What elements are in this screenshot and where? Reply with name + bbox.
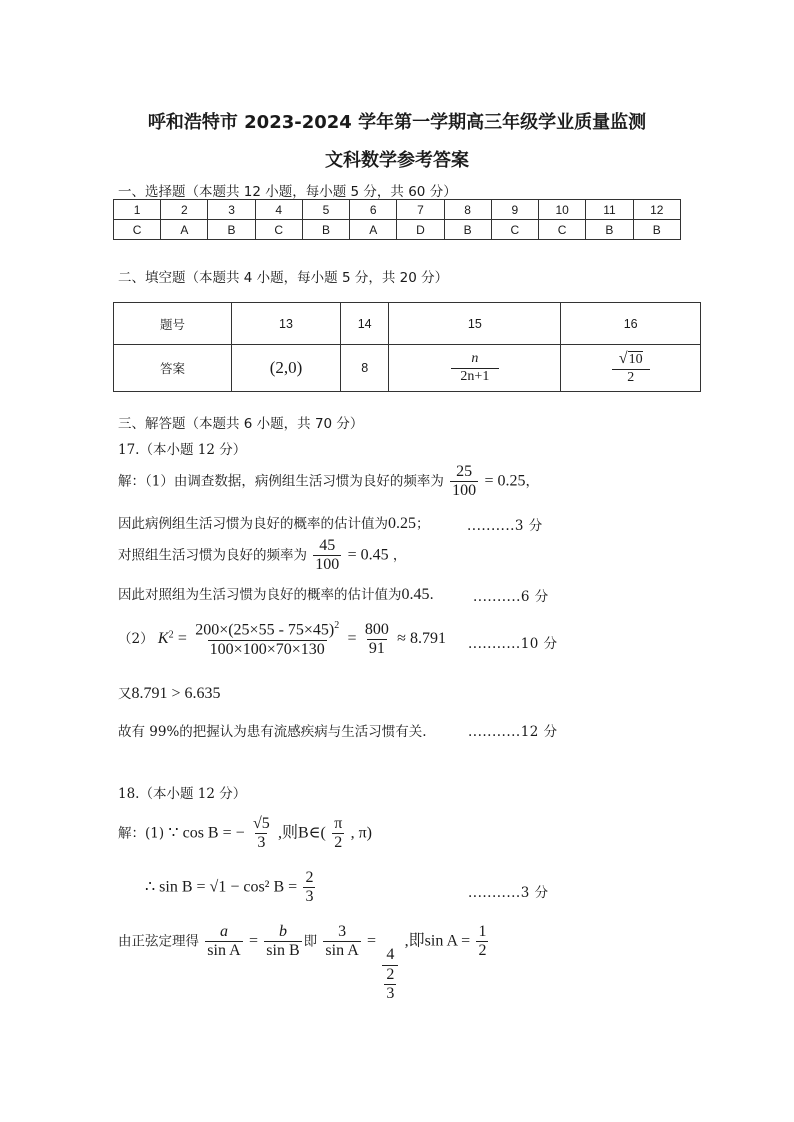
equals: = <box>177 630 187 648</box>
text: 对照组生活习惯为良好的频率为 <box>118 547 307 564</box>
denominator: 3 <box>386 985 395 1003</box>
table-cell: 8 <box>444 200 491 220</box>
result: ≈ 8.791 <box>397 630 446 648</box>
table-cell: C <box>491 220 538 240</box>
result: = 0.45 <box>347 546 389 564</box>
table-cell <box>561 345 701 392</box>
table-cell: 14 <box>340 303 388 345</box>
equals: = <box>248 932 258 950</box>
text: 即 <box>303 933 318 950</box>
text: 解：（1）由调查数据，病例组生活习惯为良好的频率为 <box>118 473 444 490</box>
table-cell: 15 <box>389 303 561 345</box>
table-cell: 题号 <box>114 303 232 345</box>
numerator-text: 200×(25×55 - 75×45) <box>195 621 335 639</box>
sqrt-sign: √ <box>618 350 628 368</box>
question-18-title: 18.（本小题 12 分） <box>118 786 247 802</box>
denominator: 100×100×70×130 <box>209 640 325 658</box>
q17-line-7: 故有 99%的把握认为患有流感疾病与生活习惯有关. <box>118 724 427 740</box>
fraction <box>323 923 360 961</box>
fraction <box>193 620 341 659</box>
document-subtitle: 文科数学参考答案 <box>325 150 469 171</box>
table-cell: A <box>350 220 397 240</box>
table-cell: 3 <box>208 200 255 220</box>
numerator: 4 <box>386 946 395 964</box>
table-row <box>114 303 701 345</box>
table-cell: B <box>633 220 680 240</box>
table-row <box>114 220 681 240</box>
score-marker: ...........3 分 <box>468 885 549 901</box>
numerator: 25 <box>456 463 473 480</box>
denominator: sin A <box>207 942 241 960</box>
choice-answer-table <box>113 199 681 240</box>
numerator: 45 <box>319 537 336 554</box>
math: ,则B∈( <box>278 824 326 842</box>
q18-line-3 <box>118 923 490 1004</box>
section-heading-solution: 三、解答题（本题共 6 小题，共 70 分） <box>118 416 364 432</box>
document-title: 呼和浩特市 2023-2024 学年第一学期高三年级学业质量监测 <box>147 112 647 133</box>
value: 0.45 <box>401 586 430 603</box>
table-cell: 10 <box>538 200 585 220</box>
fraction <box>332 815 344 853</box>
text: 又 <box>118 686 132 702</box>
fraction <box>303 869 315 907</box>
q17-line-3 <box>118 537 406 575</box>
fraction <box>205 923 242 961</box>
table-cell: 13 <box>232 303 341 345</box>
q17-line-1 <box>118 463 539 501</box>
fraction <box>363 621 391 659</box>
numerator: a <box>219 923 228 940</box>
denominator: 2 <box>478 942 487 960</box>
denominator: sin B <box>266 942 300 960</box>
q18-line-1 <box>118 815 372 853</box>
fraction <box>451 351 499 384</box>
denominator <box>382 965 398 1004</box>
label: （2） <box>118 631 154 648</box>
table-cell: B <box>302 220 349 240</box>
numerator: n <box>471 351 479 367</box>
text: 因此对照组为生活习惯为良好的概率的估计值为 <box>118 587 402 603</box>
denominator: sin A <box>325 942 359 960</box>
math: 8.791 > 6.635 <box>131 685 221 702</box>
math: ∵ cos B = − <box>168 824 245 842</box>
table-cell: A <box>161 220 208 240</box>
math: , π) <box>350 824 372 842</box>
math: ,即sin A = <box>404 932 471 950</box>
numerator: √5 <box>252 815 270 832</box>
table-cell: D <box>397 220 444 240</box>
punct: ； <box>416 516 430 532</box>
numerator: 1 <box>478 923 487 940</box>
text: 由正弦定理得 <box>118 933 199 950</box>
complex-fraction <box>382 946 398 1003</box>
score-marker: ..........6 分 <box>473 589 549 605</box>
fraction <box>612 350 650 385</box>
table-cell: 1 <box>114 200 161 220</box>
q17-line-2 <box>118 512 430 533</box>
denominator: 3 <box>257 834 266 852</box>
table-cell: 9 <box>491 200 538 220</box>
equals: = <box>347 630 357 648</box>
denominator: 3 <box>305 888 314 906</box>
denominator: 2n+1 <box>451 368 499 385</box>
table-cell: 2 <box>161 200 208 220</box>
k-symbol: K <box>157 630 169 648</box>
fraction <box>251 815 272 853</box>
table-cell: C <box>255 220 302 240</box>
table-cell: 12 <box>633 200 680 220</box>
label: 解：(1) <box>118 825 165 842</box>
fraction <box>313 537 341 575</box>
table-cell: C <box>114 220 161 240</box>
section-heading-fill: 二、填空题（本题共 4 小题，每小题 5 分，共 20 分） <box>118 270 449 286</box>
score-marker: ..........3 分 <box>467 518 543 534</box>
numerator: 2 <box>305 869 314 886</box>
table-cell: 4 <box>255 200 302 220</box>
punct: ， <box>525 473 539 490</box>
radicand: 10 <box>628 352 643 368</box>
numerator <box>193 620 341 640</box>
fraction <box>384 966 396 1004</box>
superscript: 2 <box>168 629 174 641</box>
numerator <box>617 350 645 368</box>
table-cell: B <box>586 220 633 240</box>
punct: . <box>429 587 434 603</box>
q18-line-2 <box>145 869 317 907</box>
numerator: b <box>278 923 287 940</box>
table-cell: C <box>538 220 585 240</box>
fill-answer-table <box>113 302 701 392</box>
q17-line-5 <box>118 620 446 659</box>
fraction <box>476 923 488 961</box>
fraction <box>450 463 478 501</box>
table-cell: 6 <box>350 200 397 220</box>
question-17-title: 17.（本小题 12 分） <box>118 442 247 458</box>
math: ∴ sin B = √1 − cos² B = <box>145 878 298 896</box>
numerator: 2 <box>386 965 395 983</box>
punct: ， <box>392 547 407 564</box>
table-cell: B <box>444 220 491 240</box>
denominator: 100 <box>315 556 340 574</box>
table-cell: 11 <box>586 200 633 220</box>
denominator: 2 <box>612 369 650 386</box>
table-cell: 8 <box>340 345 388 392</box>
numerator: 800 <box>364 620 389 638</box>
table-cell: 5 <box>302 200 349 220</box>
table-cell <box>389 345 561 392</box>
table-row <box>114 345 701 392</box>
superscript: 2 <box>334 620 340 631</box>
score-marker: ...........10 分 <box>468 636 558 652</box>
table-cell: 答案 <box>114 345 232 392</box>
table-cell: (2,0) <box>232 345 341 392</box>
numerator: π <box>334 815 343 832</box>
q17-line-6 <box>118 682 221 703</box>
q17-line-4 <box>118 583 434 604</box>
fraction <box>264 923 301 961</box>
denominator: 2 <box>334 834 343 852</box>
table-cell: 16 <box>561 303 701 345</box>
equals: = <box>367 932 377 950</box>
result: = 0.25 <box>484 472 526 490</box>
section-heading-choice: 一、选择题（本题共 12 小题，每小题 5 分，共 60 分） <box>118 184 457 200</box>
text: 因此病例组生活习惯为良好的概率的估计值为 <box>118 516 388 532</box>
table-cell: 7 <box>397 200 444 220</box>
numerator: 3 <box>338 923 347 940</box>
denominator: 100 <box>452 482 477 500</box>
score-marker: ...........12 分 <box>468 724 558 740</box>
denominator: 91 <box>368 640 385 658</box>
table-row <box>114 200 681 220</box>
value: 0.25 <box>388 515 416 532</box>
table-cell: B <box>208 220 255 240</box>
